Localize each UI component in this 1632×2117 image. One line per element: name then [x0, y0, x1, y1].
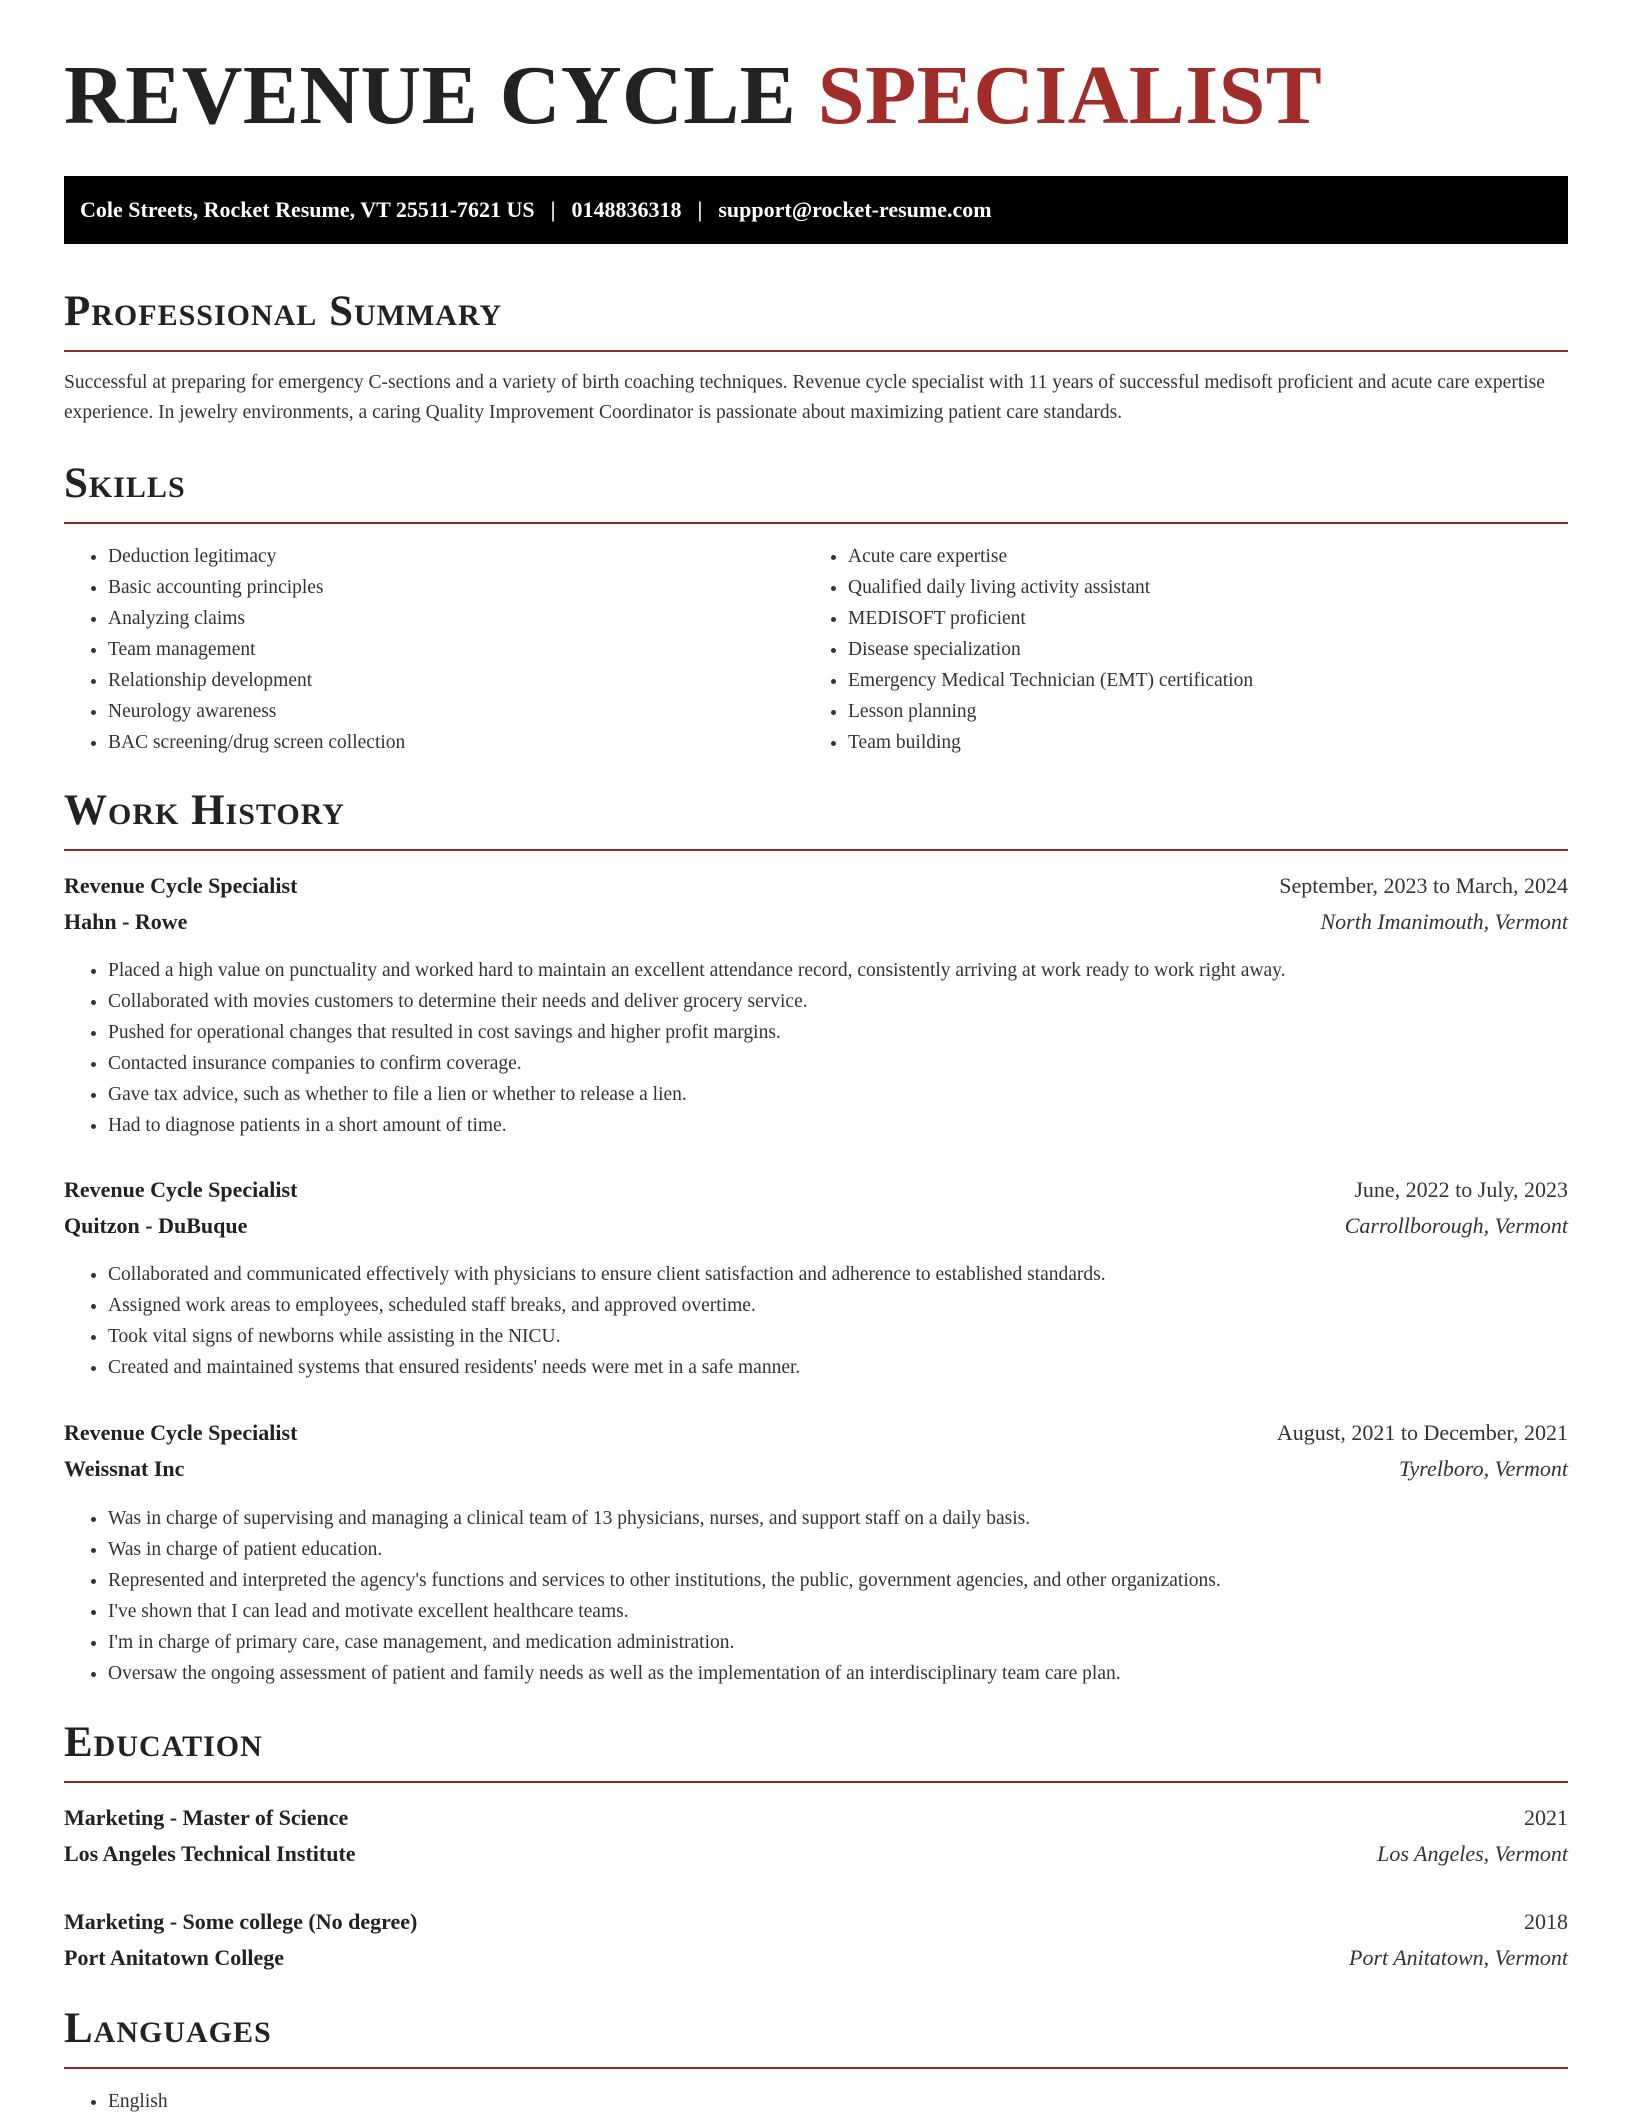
job-company-row [64, 907, 1568, 937]
languages-heading: Languages [64, 2005, 272, 2052]
job-duty: • Pushed for operational changes that resulted in cost savings and higher profit margins. [108, 1017, 1568, 1048]
education-degree-row [64, 1803, 1568, 1833]
job-duty: • I'm in charge of primary care, case management, and medication administration. [108, 1627, 1568, 1658]
education-school: Los Angeles Technical Institute [64, 1841, 356, 1866]
skill-item: • Team management [108, 634, 808, 665]
job-duty: • Took vital signs of newborns while assisting in the NICU. [108, 1321, 1568, 1352]
skills-heading: Skills [64, 460, 186, 507]
job-duty: • I've shown that I can lead and motivate excellent healthcare teams. [108, 1596, 1568, 1627]
job-duties-list [64, 1259, 1568, 1383]
skill-item: • BAC screening/drug screen collection [108, 727, 808, 758]
contact-separator: | [550, 197, 556, 222]
skill-item: • Acute care expertise [848, 541, 1608, 572]
skill-item: • Deduction legitimacy [108, 541, 808, 572]
work-heading: Work History [64, 787, 345, 834]
education-degree-row [64, 1907, 1568, 1937]
education-year: 2021 [1524, 1805, 1568, 1830]
job-company-row [64, 1211, 1568, 1241]
contact-separator: | [697, 197, 703, 222]
job-company: Hahn - Rowe [64, 909, 188, 934]
job-company-row [64, 1454, 1568, 1484]
job-header-row [64, 1175, 1568, 1205]
section-divider [64, 2067, 1568, 2069]
language-item: • English [108, 2086, 808, 2117]
resume-title [64, 49, 1323, 142]
job-duties-list [64, 1503, 1568, 1689]
job-header-row [64, 871, 1568, 901]
contact-address: Cole Streets, Rocket Resume, VT 25511-7621 US [80, 197, 535, 222]
job-duty: • Was in charge of patient education. [108, 1534, 1568, 1565]
job-title: Revenue Cycle Specialist [64, 873, 298, 898]
job-duty: • Had to diagnose patients in a short amount of time. [108, 1110, 1568, 1141]
job-duty: • Was in charge of supervising and managing a clinical team of 13 physicians, nurses, and support staff on a daily basis. [108, 1503, 1568, 1534]
summary-heading: Professional Summary [64, 288, 503, 335]
education-location: Port Anitatown, Vermont [1349, 1945, 1568, 1970]
skill-item: • Analyzing claims [108, 603, 808, 634]
skills-list-left [64, 541, 808, 758]
job-duty: • Oversaw the ongoing assessment of patient and family needs as well as the implementation of an interdisciplinary team care plan. [108, 1658, 1568, 1689]
job-location: North Imanimouth, Vermont [1320, 909, 1568, 934]
summary-text: Successful at preparing for emergency C-sections and a variety of birth coaching techniques. Revenue cycle specialist with 11 years of successful medisoft proficient and acute care expertise experience. In jewelry environments, a caring Quality Improvement Coordinator is passionate about maximizing patient care standards. [64, 372, 1545, 423]
contact-bar [64, 176, 1568, 244]
job-duty: • Contacted insurance companies to confirm coverage. [108, 1048, 1568, 1079]
education-school-row [64, 1839, 1568, 1869]
education-school: Port Anitatown College [64, 1945, 284, 1970]
section-divider [64, 350, 1568, 352]
job-duty: • Placed a high value on punctuality and worked hard to maintain an excellent attendance record, consistently arriving at work ready to work right away. [108, 955, 1568, 986]
skill-item: • Team building [848, 727, 1608, 758]
job-duty: • Represented and interpreted the agency's functions and services to other institutions, the public, government agencies, and other organizations. [108, 1565, 1568, 1596]
job-title: Revenue Cycle Specialist [64, 1420, 298, 1445]
job-duty: • Created and maintained systems that ensured residents' needs were met in a safe manner. [108, 1352, 1568, 1383]
education-location: Los Angeles, Vermont [1377, 1841, 1568, 1866]
skill-item: • Relationship development [108, 665, 808, 696]
section-divider [64, 849, 1568, 851]
skill-item: • MEDISOFT proficient [848, 603, 1608, 634]
job-dates: September, 2023 to March, 2024 [1279, 873, 1568, 898]
title-accent: SPECIALIST [817, 49, 1323, 142]
job-dates: June, 2022 to July, 2023 [1354, 1177, 1568, 1202]
job-duty: • Gave tax advice, such as whether to file a lien or whether to release a lien. [108, 1079, 1568, 1110]
education-degree: Marketing - Some college (No degree) [64, 1909, 418, 1934]
skills-list-right [804, 541, 1608, 758]
job-header-row [64, 1418, 1568, 1448]
contact-phone: 0148836318 [571, 197, 682, 222]
job-title: Revenue Cycle Specialist [64, 1177, 298, 1202]
job-duty: • Assigned work areas to employees, scheduled staff breaks, and approved overtime. [108, 1290, 1568, 1321]
job-location: Tyrelboro, Vermont [1398, 1456, 1568, 1481]
skill-item: • Emergency Medical Technician (EMT) certification [848, 665, 1608, 696]
section-divider [64, 522, 1568, 524]
education-heading: Education [64, 1719, 263, 1766]
job-location: Carrollborough, Vermont [1344, 1213, 1568, 1238]
job-company: Weissnat Inc [64, 1456, 185, 1481]
education-degree: Marketing - Master of Science [64, 1805, 349, 1830]
skill-item: • Disease specialization [848, 634, 1608, 665]
job-company: Quitzon - DuBuque [64, 1213, 248, 1238]
job-dates: August, 2021 to December, 2021 [1276, 1420, 1568, 1445]
skill-item: • Neurology awareness [108, 696, 808, 727]
contact-email: support@rocket-resume.com [718, 197, 992, 222]
education-year: 2018 [1524, 1909, 1568, 1934]
job-duty: • Collaborated with movies customers to determine their needs and deliver grocery service. [108, 986, 1568, 1017]
skill-item: • Qualified daily living activity assistant [848, 572, 1608, 603]
education-school-row [64, 1943, 1568, 1973]
section-divider [64, 1781, 1568, 1783]
languages-list [64, 2086, 808, 2117]
skill-item: • Basic accounting principles [108, 572, 808, 603]
job-duty: • Collaborated and communicated effectively with physicians to ensure client satisfaction and adherence to established standards. [108, 1259, 1568, 1290]
job-duties-list [64, 955, 1568, 1141]
title-main: REVENUE CYCLE [64, 49, 797, 142]
skill-item: • Lesson planning [848, 696, 1608, 727]
